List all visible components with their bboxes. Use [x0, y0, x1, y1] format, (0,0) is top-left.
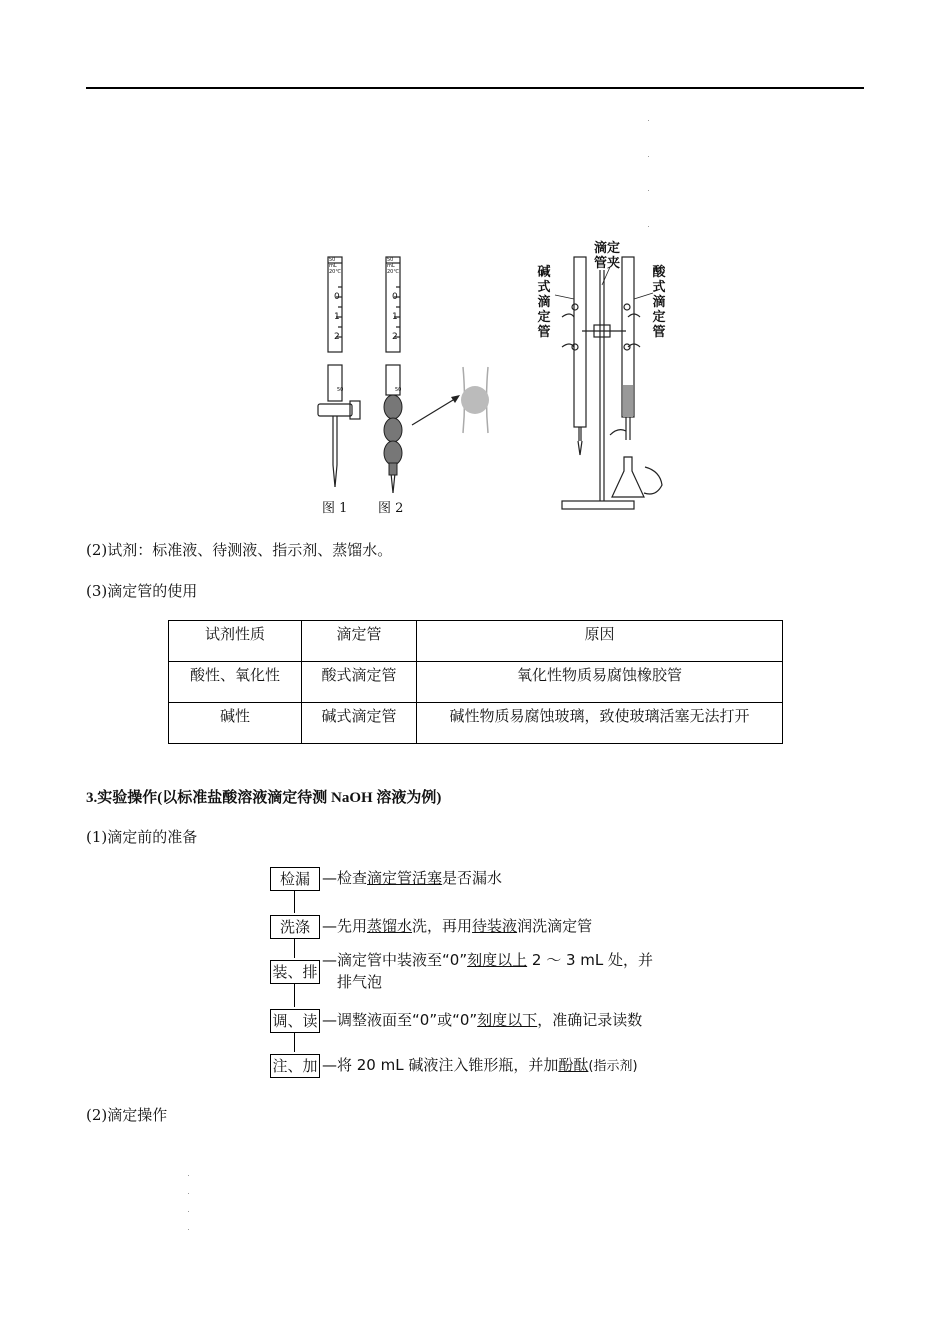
flow-connector [294, 938, 295, 958]
burette-clamp-label [592, 241, 622, 271]
stray-dot [188, 1211, 189, 1212]
figure-1-label: 图 1 [322, 501, 348, 516]
stray-dot [648, 190, 649, 191]
step-text-underlined: 刻度以上 [467, 951, 528, 969]
step-text-part: —先用 [322, 917, 368, 935]
table-header-cell: 滴定管 [302, 621, 417, 662]
prep-title: (1)滴定前的准备 [86, 828, 198, 846]
table-cell: 碱性物质易腐蚀玻璃，致使玻璃活塞无法打开 [417, 703, 783, 744]
acid-burette-label [652, 265, 666, 340]
fig1-tick-0: 0 [334, 292, 340, 302]
alkaline-char: 式 [537, 280, 551, 295]
stray-dot [648, 120, 649, 121]
step-text-wash [322, 915, 592, 937]
step-text-adjust [322, 1009, 642, 1031]
step-text-part: —滴定管中装液至“0” [322, 951, 468, 969]
fig2-mark-50: 50 [395, 387, 402, 393]
step-text-underlined: 刻度以下 [477, 1011, 538, 1029]
step-text-underlined: 蒸馏水 [367, 917, 413, 935]
alkaline-char: 滴 [537, 295, 551, 310]
acid-char: 定 [652, 310, 666, 325]
clamp-label-line2: 管夹 [593, 256, 620, 271]
step-box-wash: 洗涤 [270, 915, 320, 939]
stray-dot [188, 1229, 189, 1230]
flow-connector [294, 983, 295, 1007]
flow-connector [294, 890, 295, 913]
table-header-cell: 试剂性质 [169, 621, 302, 662]
step-text-underlined: 酚酞 [558, 1056, 589, 1074]
acid-char: 式 [652, 280, 666, 295]
step-text-part: —检查 [322, 869, 368, 887]
step-box-fill: 装、排 [270, 960, 320, 984]
table-cell: 氧化性物质易腐蚀橡胶管 [417, 662, 783, 703]
table-cell: 酸式滴定管 [302, 662, 417, 703]
flow-connector [294, 1032, 295, 1052]
step-text-part: 2 ～ 3 mL 处，并 [527, 951, 654, 969]
stray-dot [648, 156, 649, 157]
alkaline-char: 管 [537, 325, 551, 340]
step-text-part: 润洗滴定管 [517, 917, 593, 935]
fig2-tick-1: 1 [392, 312, 398, 322]
step-box-leak-check: 检漏 [270, 867, 320, 891]
stray-dot [188, 1175, 189, 1176]
fig2-tick-2: 2 [392, 332, 398, 342]
step-text-part: ，准确记录读数 [537, 1011, 643, 1029]
table-row [169, 703, 783, 744]
reagents-line: (2)试剂：标准液、待测液、指示剂、蒸馏水。 [86, 541, 393, 559]
step-text-inject [322, 1054, 638, 1078]
figure-2-label: 图 2 [378, 501, 404, 516]
acid-char: 酸 [652, 265, 666, 280]
step-text-part: 排气泡 [337, 973, 383, 991]
fig1-tick-1: 1 [334, 312, 340, 322]
fig1-tick-2: 2 [334, 332, 340, 342]
step-text-part: —调整液面至“0”或“0” [322, 1011, 478, 1029]
clamp-label-line1: 滴定 [593, 241, 620, 256]
burette-figure [300, 235, 680, 520]
burette-usage-table [168, 620, 783, 744]
step-text-fill [322, 949, 653, 993]
fig2-tick-0: 0 [392, 292, 398, 302]
table-header-cell: 原因 [417, 621, 783, 662]
step-box-inject: 注、加 [270, 1054, 320, 1078]
alkaline-char: 定 [537, 310, 551, 325]
table-cell: 碱式滴定管 [302, 703, 417, 744]
step-text-part: (指示剂) [588, 1059, 638, 1074]
step-text-leak-check [322, 867, 502, 889]
usage-title: (3)滴定管的使用 [86, 582, 198, 600]
burette-illustration [300, 235, 680, 520]
step-text-part: —将 20 mL 碱液注入锥形瓶，并加 [322, 1056, 559, 1074]
table-header-row [169, 621, 783, 662]
acid-char: 管 [652, 325, 666, 340]
operation-title: (2)滴定操作 [86, 1106, 168, 1124]
acid-char: 滴 [652, 295, 666, 310]
table-cell: 酸性、氧化性 [169, 662, 302, 703]
step-text-underlined: 待装液 [472, 917, 518, 935]
table-row [169, 662, 783, 703]
step-box-adjust: 调、读 [270, 1009, 320, 1033]
alkaline-burette-label [537, 265, 551, 340]
table-cell: 碱性 [169, 703, 302, 744]
stray-dot [188, 1193, 189, 1194]
stray-dot [648, 226, 649, 227]
alkaline-char: 碱 [537, 265, 551, 280]
step-text-part: 洗，再用 [412, 917, 473, 935]
section-3-title: 3.实验操作(以标准盐酸溶液滴定待测 NaOH 溶液为例) [86, 790, 442, 806]
fig2-scale-top: 50 mL 20℃ [387, 257, 399, 275]
step-text-underlined: 滴定管活塞 [367, 869, 443, 887]
top-rule [86, 87, 864, 89]
prep-flowchart [268, 865, 738, 1085]
fig1-mark-50: 50 [337, 387, 344, 393]
step-text-part: 是否漏水 [442, 869, 503, 887]
fig1-scale-top: 50 mL 20℃ [329, 257, 341, 275]
